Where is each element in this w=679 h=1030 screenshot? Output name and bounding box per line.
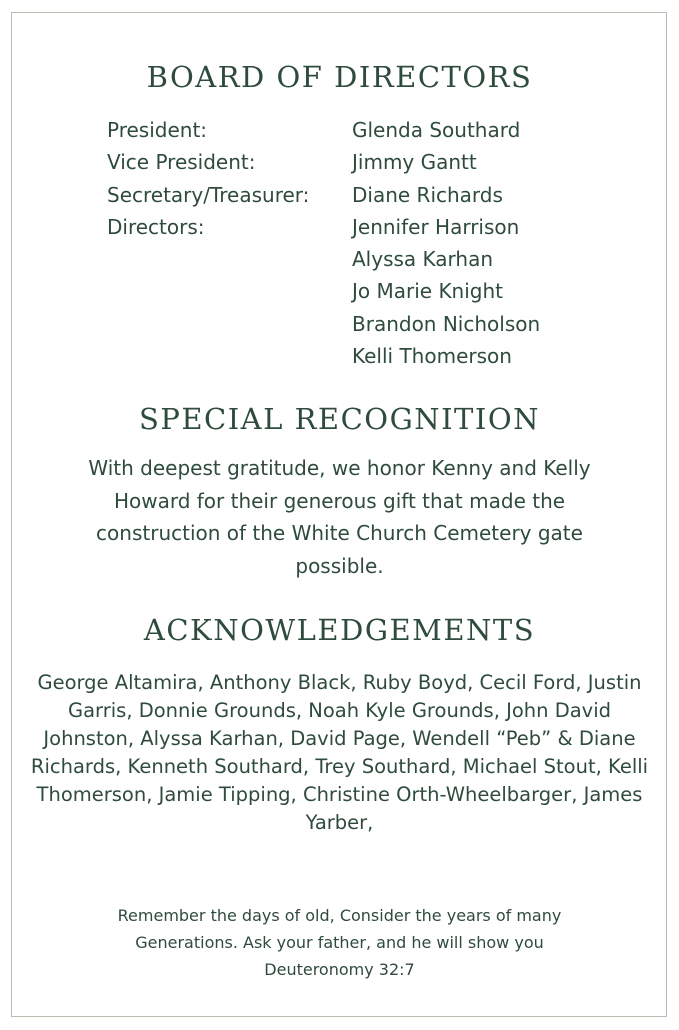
acknowledgements-paragraph: George Altamira, Anthony Black, Ruby Boyd, Cecil Ford, Justin Garris, Donnie Grounds, Noah Kyle Grounds, John David Johnston, Alyssa Karhan, David Page, Wendell “Peb” & Diane Richards, Kenneth Southard, Trey Southard, Michael Stout, Kelli Thomerson, Jamie Tipping, Christine Orth-Wheelbarger, James Yarber, — [30, 671, 649, 834]
director-name: Alyssa Karhan — [352, 247, 494, 272]
officer-role: President: — [107, 118, 208, 142]
officer-name: Diane Richards — [352, 182, 503, 207]
director-name: Brandon Nicholson — [352, 311, 541, 336]
officer-name: Jimmy Gantt — [352, 150, 477, 175]
officers-list — [107, 114, 587, 372]
officer-names — [352, 179, 587, 211]
acknowledgements-heading: ACKNOWLEDGEMENTS — [143, 613, 536, 647]
officer-names — [352, 211, 587, 372]
officer-names — [352, 146, 587, 178]
recognition-paragraph: With deepest gratitude, we honor Kenny and Kelly Howard for their generous gift that made the construction of the White Church Cemetery gate possible. — [88, 456, 591, 578]
director-name: Kelli Thomerson — [352, 344, 512, 369]
verse-line: Generations. Ask your father, and he will show you — [135, 933, 544, 952]
director-name: Jo Marie Knight — [352, 279, 504, 304]
officer-row-vice-president — [107, 146, 587, 178]
officer-role: Vice President: — [107, 150, 256, 175]
verse-line: Remember the days of old, Consider the years of many — [117, 906, 562, 925]
special-recognition-heading: SPECIAL RECOGNITION — [138, 402, 541, 436]
director-name: Jennifer Harrison — [352, 214, 520, 239]
officer-row-directors — [107, 211, 587, 372]
officer-role: Secretary/Treasurer: — [107, 182, 310, 207]
officer-names — [352, 114, 587, 146]
officer-row-president — [107, 114, 587, 146]
officer-role: Directors: — [107, 214, 205, 239]
board-of-directors-heading: BOARD OF DIRECTORS — [146, 60, 533, 94]
officer-name: Glenda Southard — [352, 118, 521, 142]
officer-row-secretary-treasurer — [107, 179, 587, 211]
verse-reference: Deuteronomy 32:7 — [264, 960, 415, 979]
scripture-verse — [60, 902, 619, 983]
